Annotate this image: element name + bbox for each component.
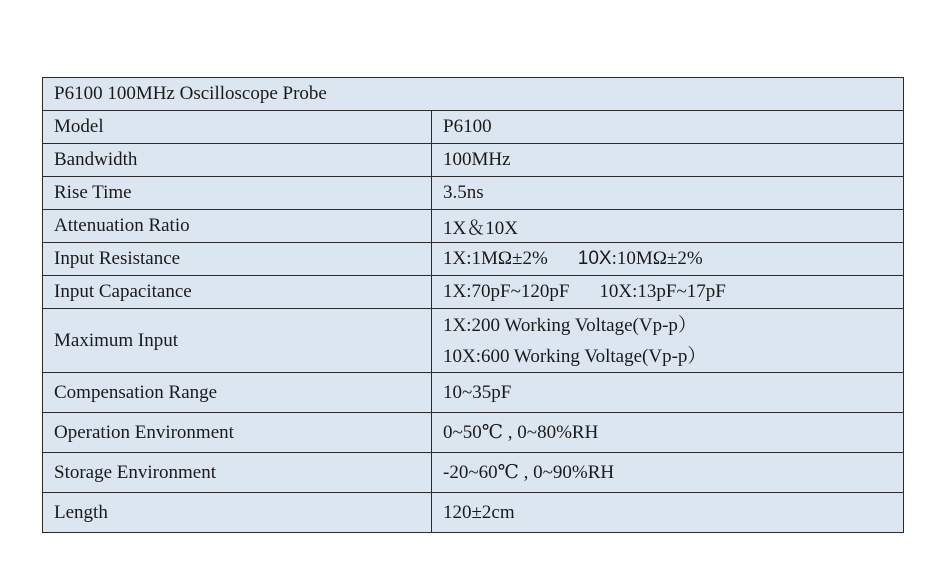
table-row-rise-time: [43, 177, 904, 210]
maximum-input-line-1: 1X:200 Working Voltage(Vp-p）: [443, 314, 697, 336]
input-resistance-10x: :10MΩ±2%: [611, 248, 703, 269]
table-row-input-resistance: [43, 243, 904, 276]
table-row-compensation: [43, 373, 904, 413]
maximum-input-line-2: 10X:600 Working Voltage(Vp-p）: [443, 345, 707, 367]
table-row-input-capacitance: [43, 276, 904, 309]
table-title: P6100 100MHz Oscilloscope Probe: [43, 78, 904, 111]
table-title-row: [43, 78, 904, 111]
input-capacitance-value: [432, 276, 904, 309]
maximum-input-label: Maximum Input: [43, 309, 432, 373]
operation-env-value: 0~50℃ , 0~80%RH: [432, 413, 904, 453]
table-row-model: [43, 111, 904, 144]
spec-table: [42, 77, 904, 533]
input-capacitance-10x: 10X:13pF~17pF: [599, 281, 726, 302]
input-capacitance-label: Input Capacitance: [43, 276, 432, 309]
compensation-label: Compensation Range: [43, 373, 432, 413]
rise-time-label: Rise Time: [43, 177, 432, 210]
storage-env-label: Storage Environment: [43, 453, 432, 493]
input-resistance-10x-prefix: 10X: [577, 248, 612, 269]
storage-env-value: -20~60℃ , 0~90%RH: [432, 453, 904, 493]
maximum-input-value: [432, 309, 904, 373]
table-row-bandwidth: [43, 144, 904, 177]
input-capacitance-1x: 1X:70pF~120pF: [443, 281, 570, 302]
attenuation-label: Attenuation Ratio: [43, 210, 432, 243]
attenuation-value: 1X＆10X: [432, 210, 904, 243]
bandwidth-label: Bandwidth: [43, 144, 432, 177]
rise-time-value: 3.5ns: [432, 177, 904, 210]
input-resistance-1x: 1X:1MΩ±2%: [443, 248, 548, 269]
compensation-value: 10~35pF: [432, 373, 904, 413]
table-row-operation-env: [43, 413, 904, 453]
length-label: Length: [43, 493, 432, 533]
table-row-length: [43, 493, 904, 533]
table-row-storage-env: [43, 453, 904, 493]
model-value: P6100: [432, 111, 904, 144]
model-label: Model: [43, 111, 432, 144]
input-resistance-label: Input Resistance: [43, 243, 432, 276]
operation-env-label: Operation Environment: [43, 413, 432, 453]
length-value: 120±2cm: [432, 493, 904, 533]
table-row-attenuation: [43, 210, 904, 243]
table-row-maximum-input: [43, 309, 904, 373]
bandwidth-value: 100MHz: [432, 144, 904, 177]
input-resistance-value: [432, 243, 904, 276]
